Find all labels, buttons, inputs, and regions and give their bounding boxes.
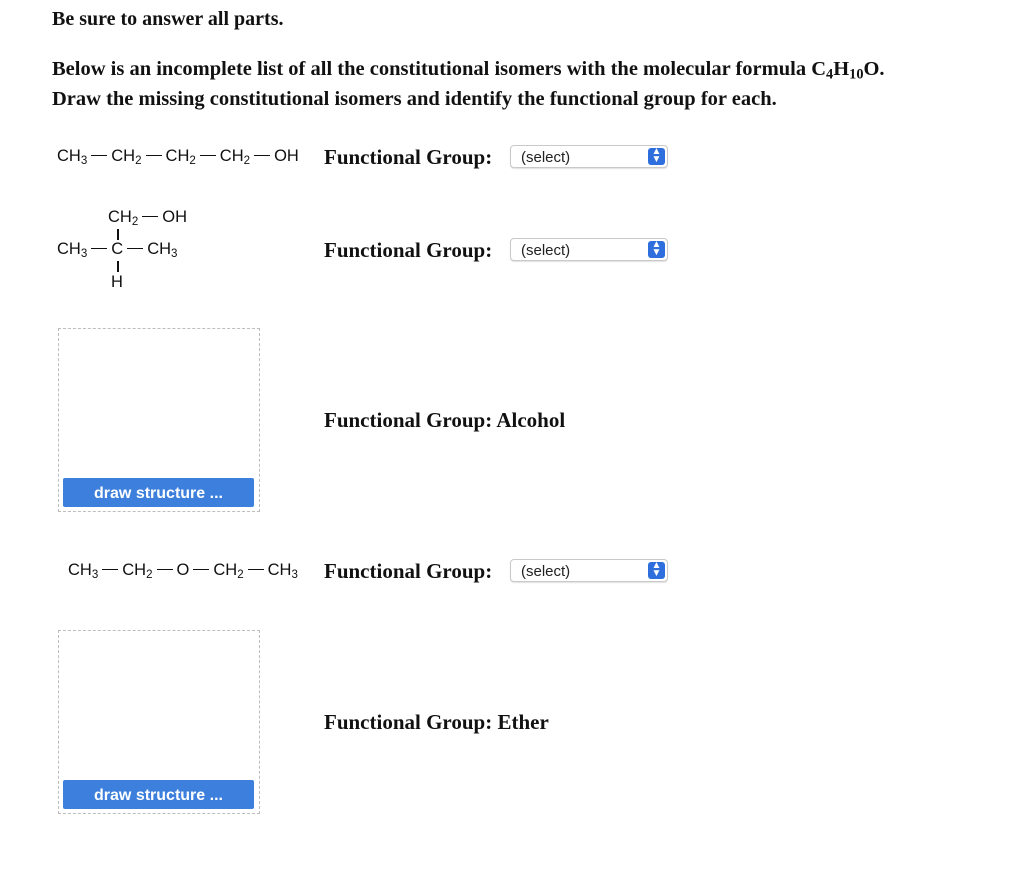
structure-diethyl-ether: $CH_3$ $CH_2$ O $CH_2$ $CH_3$ [68,561,298,581]
functional-group-select-4[interactable] [510,559,668,582]
functional-group-label-4: Functional Group: [324,559,493,583]
chevron-updown-icon: ▲ ▼ [648,148,665,165]
question-line-2: Draw the missing constitutional isomers and identify the functional group for each. [52,88,777,110]
draw-structure-button-2[interactable]: draw structure ... [63,780,254,809]
draw-structure-button-1[interactable]: draw structure ... [63,478,254,507]
select-value: (select) [521,242,571,259]
functional-group-alcohol: Functional Group: Alcohol [324,408,566,432]
functional-group-label-2: Functional Group: [324,238,493,262]
select-value: (select) [521,149,571,166]
chevron-updown-icon: ▲ ▼ [648,562,665,579]
question-line-1: Below is an incomplete list of all the constitutional isomers with the molecular formula $C_4H_{10}O$. [52,58,885,83]
chevron-updown-icon: ▲ ▼ [648,241,665,258]
functional-group-select-2[interactable] [510,238,668,261]
functional-group-label-1: Functional Group: [324,145,493,169]
functional-group-select-1[interactable] [510,145,668,168]
functional-group-ether: Functional Group: Ether [324,710,549,734]
structure-1-butanol: $CH_3$ $CH_2$ $CH_2$ $CH_2$ OH [57,147,299,167]
instruction-heading: Be sure to answer all parts. [52,8,284,30]
select-value: (select) [521,563,571,580]
